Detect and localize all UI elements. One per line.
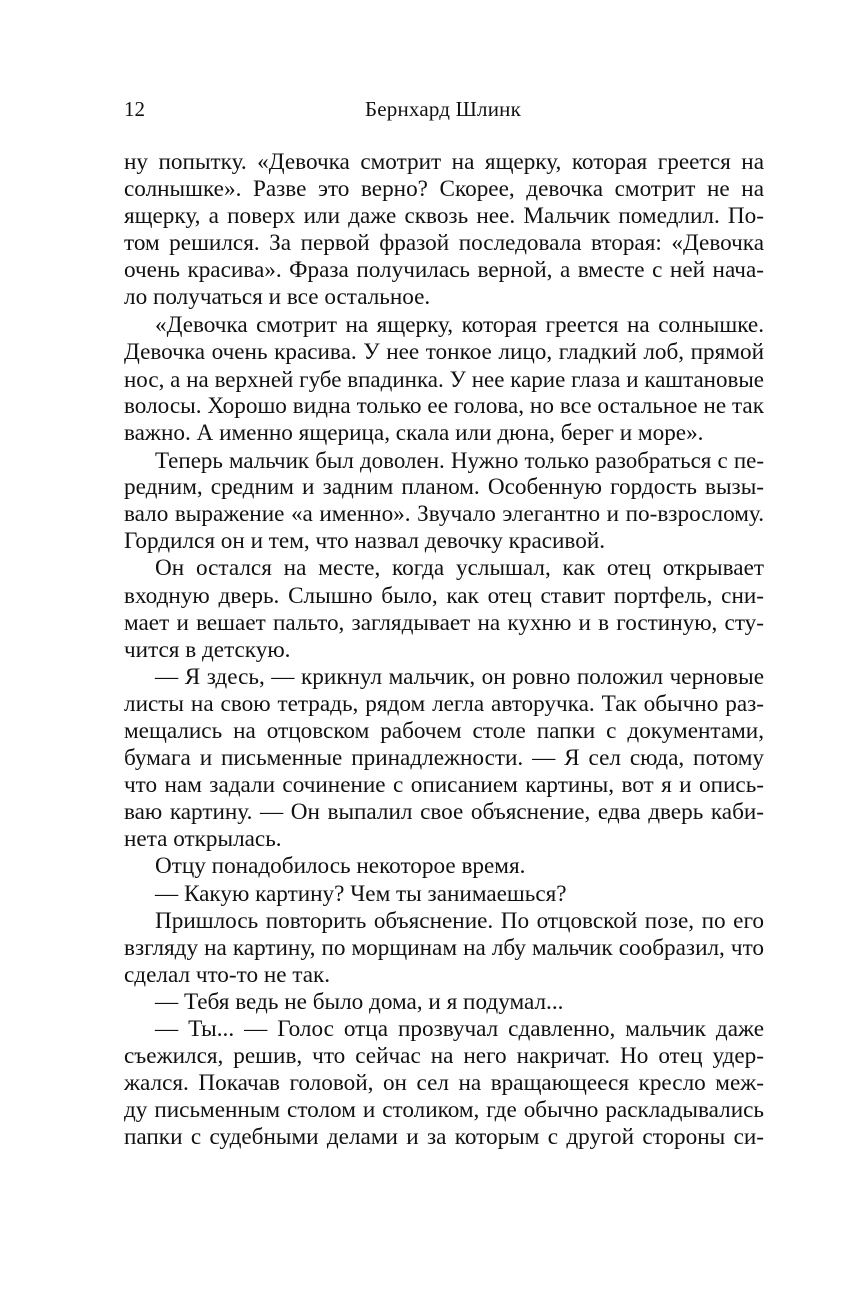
text-line: Пришлось повторить объяснение. По отцовской позе, по его xyxy=(155,907,764,934)
text-line: важно. А именно ящерица, скала или дюна, берег и море». xyxy=(124,419,704,446)
text-line: «Девочка смотрит на ящерку, которая греется на солнышке. xyxy=(155,311,764,338)
text-line: Отцу понадобилось некоторое время. xyxy=(155,853,526,880)
text-line: Девочка очень красива. У нее тонкое лицо, гладкий лоб, прямой xyxy=(124,338,764,365)
text-line: мещались на отцовском рабочем столе папки с документами, xyxy=(124,717,764,744)
text-line: жался. Покачав головой, он сел на вращающееся кресло меж- xyxy=(124,1070,764,1097)
text-line: ваю картину. — Он выпалил свое объяснение, едва дверь каби- xyxy=(124,799,764,826)
page-number: 12 xyxy=(124,97,145,121)
text-line: чится в детскую. xyxy=(124,636,291,663)
page-header xyxy=(124,94,762,124)
text-line: мает и вешает пальто, заглядывает на кухню и в гостиную, сту- xyxy=(124,609,764,636)
text-line: редним, средним и задним планом. Особенную гордость вызы- xyxy=(124,474,764,501)
text-line: ло получаться и все остальное. xyxy=(124,284,431,311)
text-line: папки с судебными делами и за которым с другой стороны си- xyxy=(124,1124,764,1151)
text-line: — Я здесь, — крикнул мальчик, он ровно положил черновые xyxy=(155,663,764,690)
text-line: ду письменным столом и столиком, где обычно раскладывались xyxy=(124,1097,764,1124)
text-line: — Тебя ведь не было дома, и я подумал... xyxy=(155,988,564,1015)
text-line: бумага и письменные принадлежности. — Я сел сюда, потому xyxy=(124,745,764,772)
text-line: входную дверь. Слышно было, как отец ставит портфель, сни- xyxy=(124,582,764,609)
body-text xyxy=(124,149,764,1151)
text-line: нос, а на верхней губе впадинка. У нее карие глаза и каштановые xyxy=(124,366,764,392)
text-line: сделал что-то не так. xyxy=(124,961,331,988)
text-line: солнышке». Разве это верно? Скорее, девочка смотрит не на xyxy=(124,176,764,203)
text-line: нета открылась. xyxy=(124,826,282,853)
text-line: — Ты... — Голос отца прозвучал сдавленно, мальчик даже xyxy=(155,1016,764,1042)
text-line: очень красива». Фраза получилась верной, а вместе с ней нача- xyxy=(124,257,764,284)
text-line: — Какую картину? Чем ты занимаешься? xyxy=(155,880,567,907)
text-line: вало выражение «а именно». Звучало элегантно и по-взрослому. xyxy=(124,501,764,528)
text-line: листы на свою тетрадь, рядом легла авторучка. Так обычно раз- xyxy=(124,690,764,717)
text-line: ну попытку. «Девочка смотрит на ящерку, которая греется на xyxy=(124,149,764,175)
text-line: Он остался на месте, когда услышал, как отец открывает xyxy=(155,555,764,582)
text-line: что нам задали сочинение с описанием картины, вот я и опись- xyxy=(124,772,764,799)
running-title: Бернхард Шлинк xyxy=(365,97,521,121)
text-line: волосы. Хорошо видна только ее голова, но все остальное не так xyxy=(124,392,764,419)
text-line: съежился, решив, что сейчас на него накричат. Но отец удер- xyxy=(124,1043,764,1070)
text-line: ящерку, а поверх или даже сквозь нее. Мальчик помедлил. По- xyxy=(124,203,764,230)
text-line: взгляду на картину, по морщинам на лбу мальчик сообразил, что xyxy=(124,934,764,961)
text-line: Гордился он и тем, что назвал девочку красивой. xyxy=(124,528,606,555)
text-line: Теперь мальчик был доволен. Нужно только разобраться с пе- xyxy=(155,448,764,474)
text-line: том решился. За первой фразой последовала вторая: «Девочка xyxy=(124,230,764,257)
